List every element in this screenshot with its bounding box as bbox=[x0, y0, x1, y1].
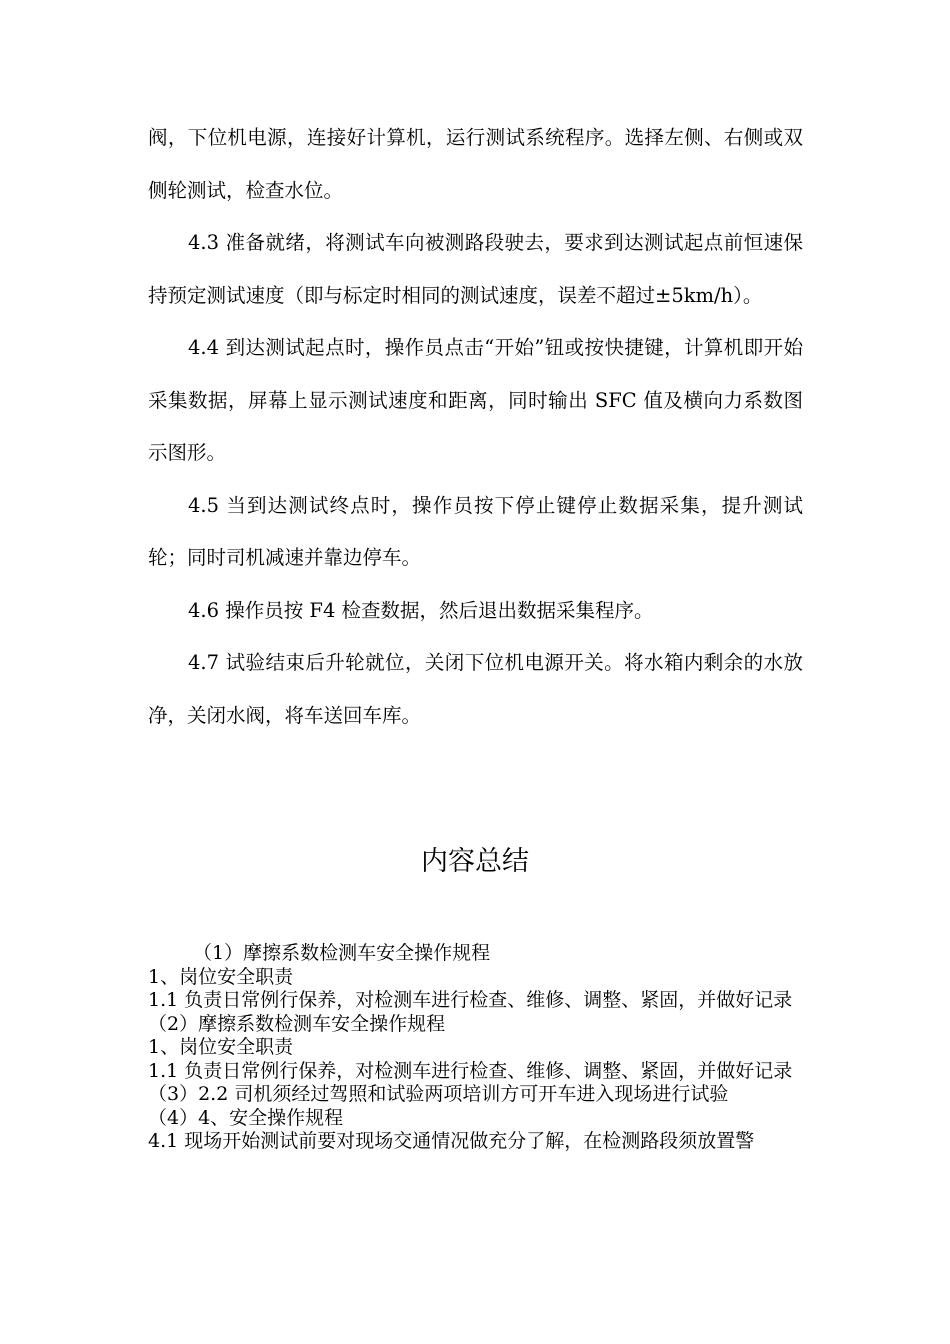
paragraph-4-3: 4.3 准备就绪，将测试车向被测路段驶去，要求到达测试起点前恒速保持预定测试速度（即与标定时相同的测试速度，误差不超过±5km/h）。 bbox=[148, 231, 803, 307]
paragraph-4-7: 4.7 试验结束后升轮就位，关闭下位机电源开关。将水箱内剩余的水放净，关闭水阀，将车送回车库。 bbox=[148, 651, 803, 727]
summary-line: 4.1 现场开始测试前要对现场交通情况做充分了解，在检测路段须放置警 bbox=[148, 1130, 755, 1152]
summary-line: （4）4、安全操作规程 bbox=[148, 1106, 344, 1129]
summary-list bbox=[148, 942, 803, 1154]
body-text bbox=[148, 112, 803, 742]
summary-line: （3）2.2 司机须经过驾照和试验两项培训方可开车进入现场进行试验 bbox=[148, 1083, 729, 1105]
paragraph-continuation: 阀，下位机电源，连接好计算机，运行测试系统程序。选择左侧、右侧或双侧轮测试，检查水位。 bbox=[148, 126, 803, 202]
summary-line: 1、岗位安全职责 bbox=[148, 1036, 294, 1058]
paragraph-4-5: 4.5 当到达测试终点时，操作员按下停止键停止数据采集，提升测试轮；同时司机减速并靠边停车。 bbox=[148, 493, 803, 569]
summary-line: 1、岗位安全职责 bbox=[148, 965, 294, 988]
summary-line: （1）摩擦系数检测车安全操作规程 bbox=[193, 942, 491, 964]
summary-line: 1.1 负责日常例行保养，对检测车进行检查、维修、调整、紧固，并做好记录 bbox=[148, 989, 793, 1011]
summary-line: （2）摩擦系数检测车安全操作规程 bbox=[148, 1012, 446, 1035]
paragraph-4-4: 4.4 到达测试起点时，操作员点击“开始”钮或按快捷键，计算机即开始采集数据，屏幕上显示测试速度和距离，同时输出 SFC 值及横向力系数图示图形。 bbox=[148, 336, 803, 464]
summary-line: 1.1 负责日常例行保养，对检测车进行检查、维修、调整、紧固，并做好记录 bbox=[148, 1059, 793, 1082]
paragraph-4-6: 4.6 操作员按 F4 检查数据，然后退出数据采集程序。 bbox=[188, 598, 654, 622]
summary-heading: 内容总结 bbox=[421, 846, 529, 877]
